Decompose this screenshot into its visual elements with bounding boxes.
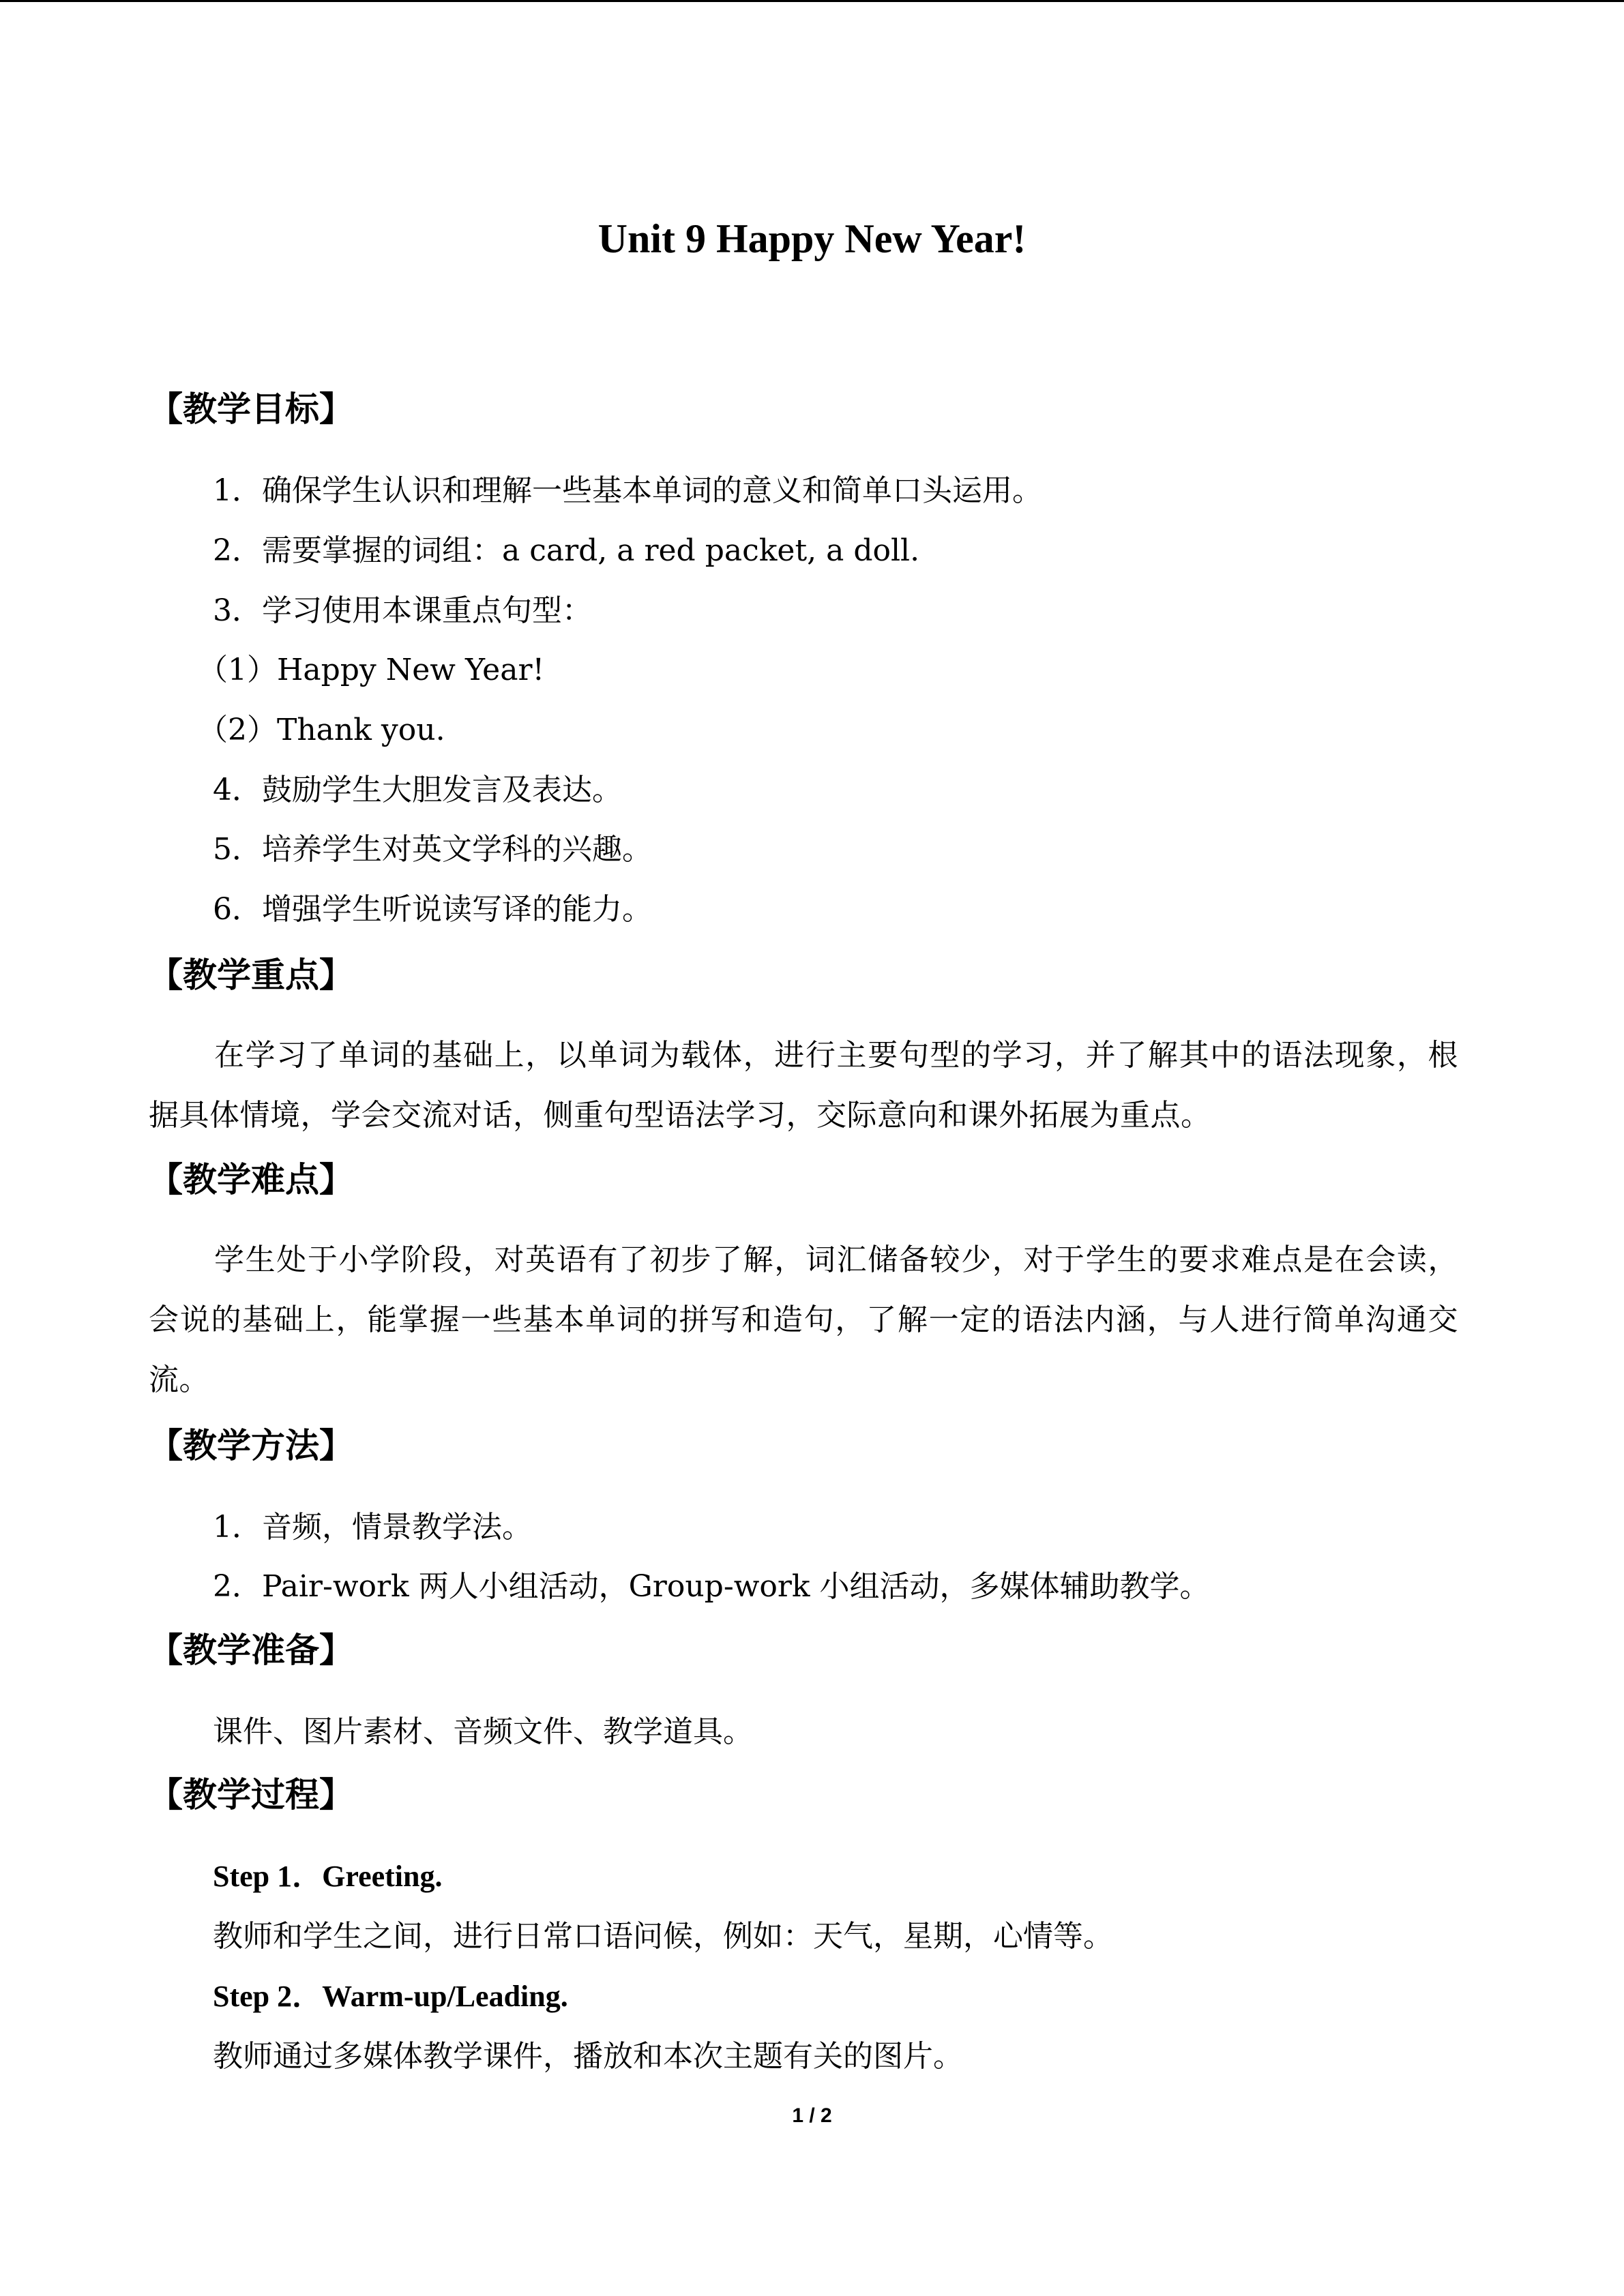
objective-item-5: 5．培养学生对英文学科的兴趣。: [213, 832, 652, 867]
method-item-2: 2．Pair-work 两人小组活动，Group-work 小组活动，多媒体辅助教学。: [213, 1569, 1210, 1604]
page-number: 1 / 2: [792, 2104, 832, 2127]
step-1-title: Step 1．Greeting.: [213, 1860, 443, 1893]
key-points-heading: 【教学重点】: [149, 955, 353, 995]
objectives-heading: 【教学目标】: [149, 389, 353, 429]
step-2-title: Step 2．Warm-up/Leading.: [213, 1980, 568, 2013]
objective-item-3: 3．学习使用本课重点句型：: [213, 593, 592, 628]
objective-sentence-2: （2）Thank you.: [198, 713, 445, 747]
process-heading: 【教学过程】: [149, 1774, 353, 1815]
step-1-text: 教师和学生之间，进行日常口语问候，例如：天气，星期，心情等。: [213, 1919, 1113, 1954]
difficulties-heading: 【教学难点】: [149, 1159, 353, 1199]
objective-item-4: 4．鼓励学生大胆发言及表达。: [213, 773, 622, 807]
step-2-text: 教师通过多媒体教学课件，播放和本次主题有关的图片。: [213, 2039, 963, 2074]
preparation-heading: 【教学准备】: [149, 1630, 353, 1670]
document-title: Unit 9 Happy New Year!: [597, 216, 1027, 261]
difficulties-paragraph: 学生处于小学阶段，对英语有了初步了解，词汇储备较少，对于学生的要求难点是在会读，会说的基础上，能掌握一些基本单词的拼写和造句，了解一定的语法内涵，与人进行简单沟通交流。: [149, 1242, 1458, 1397]
preparation-text: 课件、图片素材、音频文件、教学道具。: [213, 1714, 753, 1749]
objective-item-6: 6．增强学生听说读写译的能力。: [213, 892, 652, 927]
objective-sentence-1: （1）Happy New Year!: [198, 653, 545, 687]
method-item-1: 1．音频，情景教学法。: [213, 1510, 532, 1545]
key-points-paragraph: 在学习了单词的基础上，以单词为载体，进行主要句型的学习，并了解其中的语法现象，根据具体情境，学会交流对话，侧重句型语法学习，交际意向和课外拓展为重点。: [149, 1038, 1458, 1133]
objective-item-1: 1．确保学生认识和理解一些基本单词的意义和简单口头运用。: [213, 473, 1042, 508]
methods-heading: 【教学方法】: [149, 1425, 353, 1465]
objective-item-2: 2．需要掌握的词组：a card, a red packet, a doll.: [213, 533, 920, 568]
